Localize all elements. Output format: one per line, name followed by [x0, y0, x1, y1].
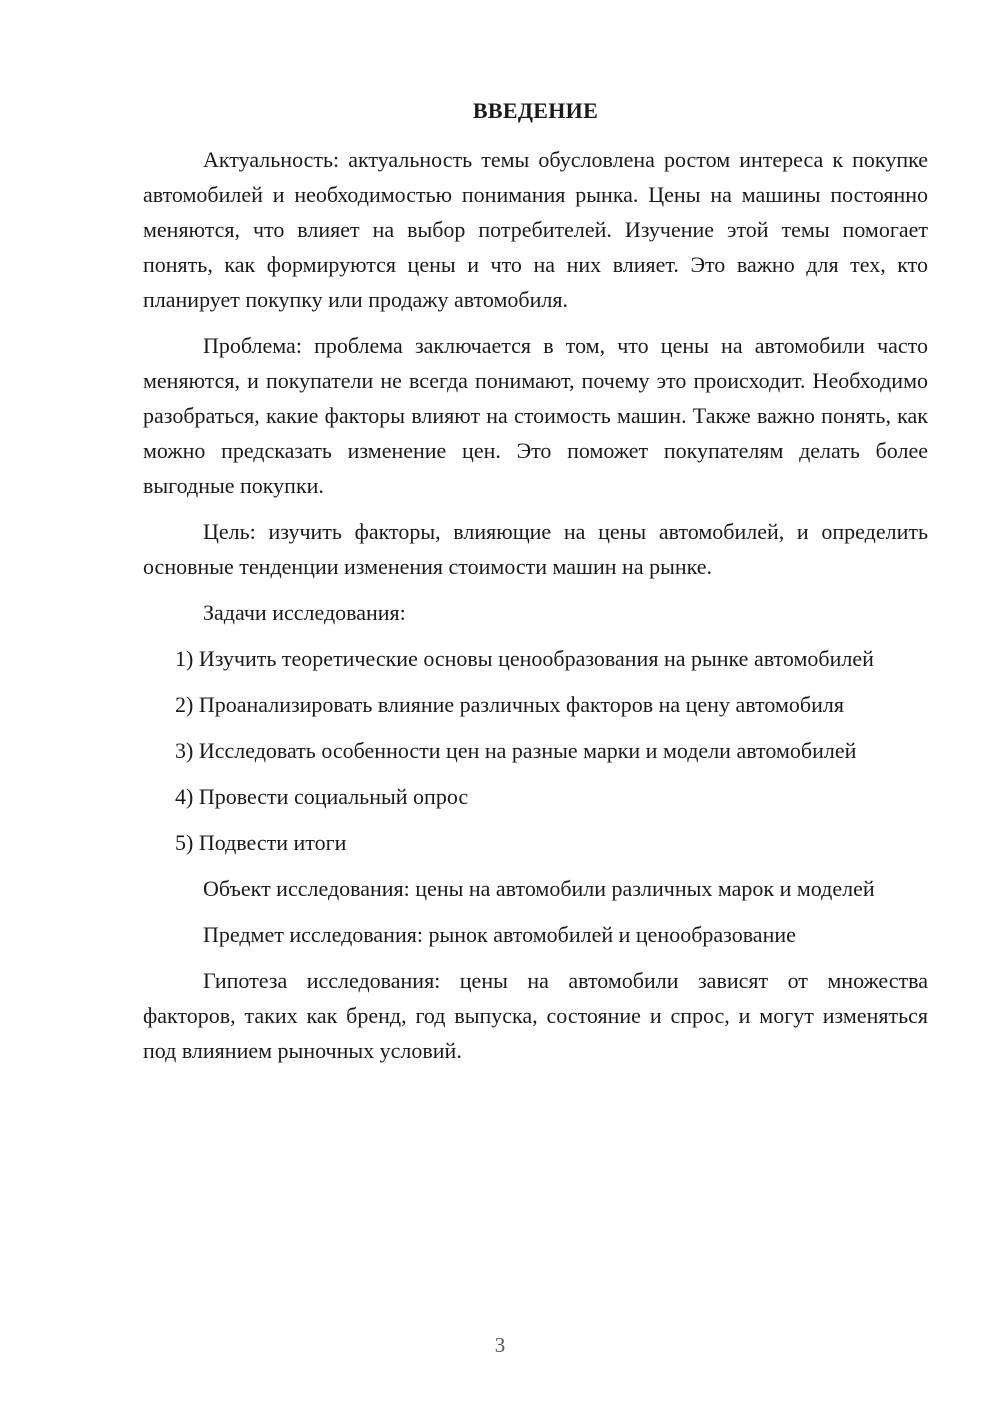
paragraph-hypothesis: Гипотеза исследования: цены на автомобили зависят от множества факторов, таких как бренд, год выпуска, состояние и спрос, и могут изменяться под влиянием рыночных условий. — [143, 968, 928, 1063]
task-item-5: 5) Подвести итоги — [175, 830, 347, 855]
task-item-2: 2) Проанализировать влияние различных факторов на цену автомобиля — [175, 692, 844, 717]
paragraph-object: Объект исследования: цены на автомобили различных марок и моделей — [203, 876, 875, 901]
paragraph-goal: Цель: изучить факторы, влияющие на цены автомобилей, и определить основные тенденции изменения стоимости машин на рынке. — [143, 519, 928, 579]
task-item-3: 3) Исследовать особенности цен на разные марки и модели автомобилей — [175, 738, 857, 763]
paragraph-tasks-heading: Задачи исследования: — [203, 600, 406, 625]
paragraph-relevance: Актуальность: актуальность темы обусловлена ростом интереса к покупке автомобилей и необходимостью понимания рынка. Цены на машины постоянно меняются, что влияет на выбор потребителей. Изучение этой темы помогает понять, как формируются цены и что на них влияет. Это важно для тех, кто планирует покупку или продажу автомобиля. — [143, 147, 928, 312]
task-item-4: 4) Провести социальный опрос — [175, 784, 469, 809]
document-body — [143, 142, 928, 1079]
task-item-1: 1) Изучить теоретические основы ценообразования на рынке автомобилей — [175, 646, 874, 671]
paragraph-subject: Предмет исследования: рынок автомобилей и ценообразование — [203, 922, 796, 947]
section-title: ВВЕДЕНИЕ — [472, 98, 599, 123]
paragraph-problem: Проблема: проблема заключается в том, что цены на автомобили часто меняются, и покупатели не всегда понимают, почему это происходит. Необходимо разобраться, какие факторы влияют на стоимость машин. Также важно понять, как можно предсказать изменение цен. Это поможет покупателям делать более выгодные покупки. — [143, 333, 928, 498]
page-number: 3 — [494, 1333, 506, 1357]
